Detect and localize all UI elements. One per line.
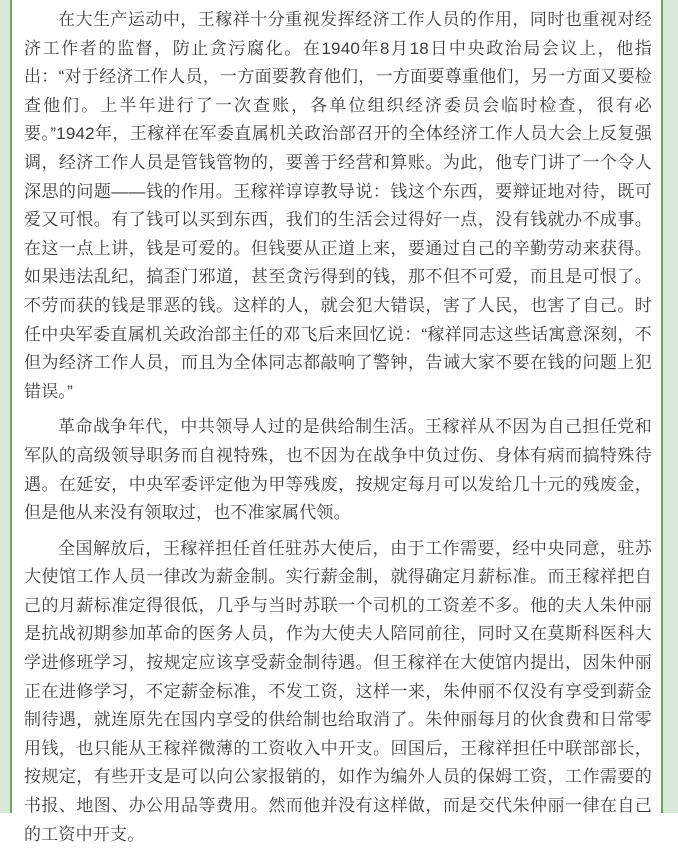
article-body: [12, 0, 661, 844]
article-paragraph-1: 在大生产运动中，王稼祥十分重视发挥经济工作人员的作用，同时也重视对经济工作者的监督，防止贪污腐化。在1940年8月18日中央政治局会议上，他指出：“对于经济工作人员，一方面要教育他们，一方面要尊重他们，另一方面又要检查他们。上半年进行了一次查账，各单位组织经济委员会临时检查，很有必要。”1942年，王稼祥在军委直属机关政治部召开的全体经济工作人员大会上反复强调，经济工作人员是管钱管物的，要善于经营和算账。为此，他专门讲了一个令人深思的问题——钱的作用。王稼祥谆谆教导说：钱这个东西，要辩证地对待，既可爱又可恨。有了钱可以买到东西，我们的生活会过得好一点，没有钱就办不成事。在这一点上讲，钱是可爱的。但钱要从正道上来，要通过自己的辛勤劳动来获得。如果违法乱纪，搞歪门邪道，甚至贪污得到的钱，那不但不可爱，而且是可恨了。不劳而获的钱是罪恶的钱。这样的人，就会犯大错误，害了人民，也害了自己。时任中央军委直属机关政治部主任的邓飞后来回忆说：“稼祥同志这些话寓意深刻，不但为经济工作人员，而且为全体同志都敲响了警钟，告诫大家不要在钱的问题上犯错误。”: [24, 10, 652, 401]
right-page-margin-strip: [661, 0, 678, 813]
left-page-margin-strip: [0, 0, 12, 813]
article-paragraph-2: 革命战争年代，中共领导人过的是供给制生活。王稼祥从不因为自己担任党和军队的高级领导职务而自视特殊，也不因为在战争中负过伤、身体有病而搞特殊待遇。在延安，中央军委评定他为甲等残废，按规定每月可以发给几十元的残废金，但是他从来没有领取过，也不准家属代领。: [24, 417, 652, 523]
article-paragraph-3: 全国解放后，王稼祥担任首任驻苏大使后，由于工作需要，经中央同意，驻苏大使馆工作人员一律改为薪金制。实行薪金制，就得确定月薪标准。而王稼祥把自己的月薪标准定得很低，几乎与当时苏联一个司机的工资差不多。他的夫人朱仲丽是抗战初期参加革命的医务人员，作为大使夫人陪同前往，同时又在莫斯科医科大学进修班学习，按规定应该享受薪金制待遇。但王稼祥在大使馆内提出，因朱仲丽正在进修学习，不定薪金标准，不发工资，这样一来，朱仲丽不仅没有享受到薪金制待遇，就连原先在国内享受的供给制也给取消了。朱仲丽每月的伙食费和日常零用钱，也只能从王稼祥微薄的工资收入中开支。回国后，王稼祥担任中联部部长，按规定，有些开支是可以向公家报销的，如作为编外人员的保姆工资，工作需要的书报、地图、办公用品等费用。然而他并没有这样做，而是交代朱仲丽一律在自己的工资中开支。: [24, 538, 652, 844]
